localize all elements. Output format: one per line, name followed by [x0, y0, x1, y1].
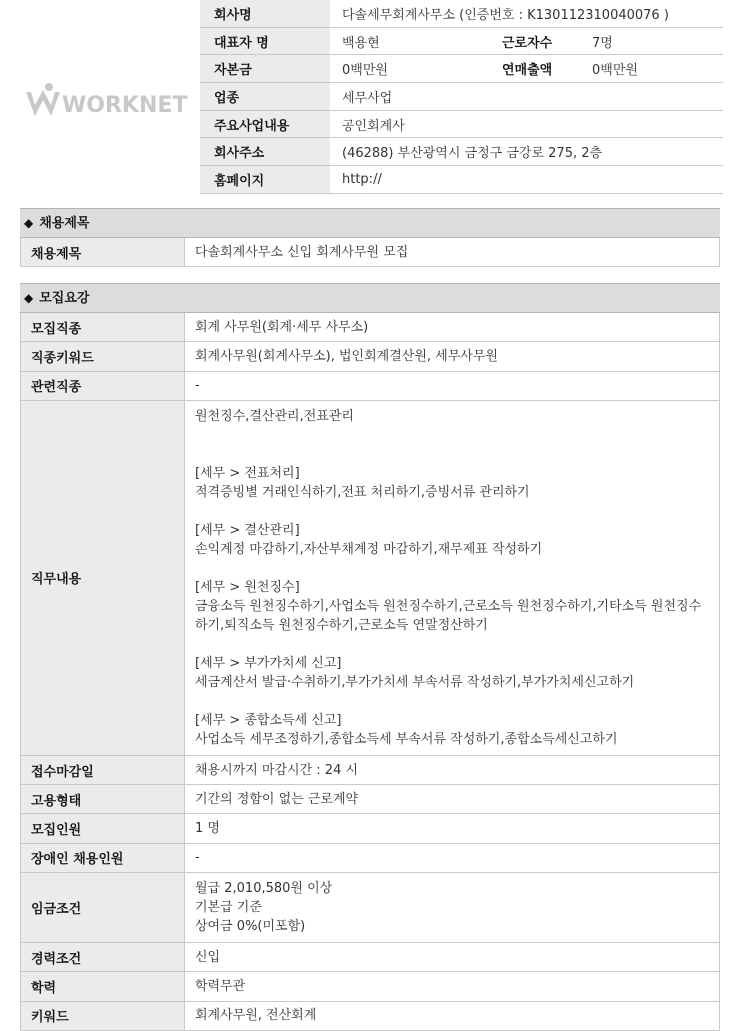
duty-body: 적격증빙별 거래인식하기,전표 처리하기,증빙서류 관리하기 — [195, 484, 530, 500]
career-label: 경력조건 — [21, 943, 185, 972]
related-job-label: 관련직종 — [21, 371, 185, 400]
career-value: 신입 — [185, 943, 720, 972]
duty-body: 세금계산서 발급·수취하기,부가가치세 부속서류 작성하기,부가가치세신고하기 — [195, 674, 635, 690]
ceo-value: 백용현 — [330, 27, 502, 55]
recruit-title-label: 채용제목 — [21, 238, 185, 267]
education-label: 학력 — [21, 972, 185, 1001]
capital-label: 자본금 — [200, 55, 330, 83]
worknet-logo — [22, 78, 188, 124]
related-job-value: - — [185, 371, 720, 400]
job-label: 모집직종 — [21, 313, 185, 342]
recruit-title-section — [20, 208, 720, 267]
recruit-title-value: 다솔회계사무소 신입 회계사무원 모집 — [185, 238, 720, 267]
business-value: 공인회계사 — [330, 110, 723, 138]
homepage-label: 홈페이지 — [200, 166, 330, 194]
diamond-icon: ◆ — [24, 291, 34, 305]
disabled-hire-value: - — [185, 843, 720, 872]
duty-title: [세무 > 원천징수] — [195, 579, 300, 595]
sales-value: 0백만원 — [580, 55, 723, 83]
recruit-requirements-section — [20, 283, 720, 1031]
capital-value: 0백만원 — [330, 55, 502, 83]
duty-title: [세무 > 전표처리] — [195, 465, 300, 481]
wage-content — [185, 873, 720, 943]
disabled-hire-label: 장애인 채용인원 — [21, 843, 185, 872]
education-value: 학력무관 — [185, 972, 720, 1001]
job-keyword-label: 직종키워드 — [21, 342, 185, 371]
recruit-title-table — [20, 238, 720, 267]
duty-body: 금융소득 원천징수하기,사업소득 원천징수하기,근로소득 원천징수하기,기타소득 원천징수하기,퇴직소득 원천징수하기,근로소득 연말정산하기 — [195, 598, 702, 633]
wage-label: 임금조건 — [21, 873, 185, 943]
wage-basis: 기본급 기준 — [195, 900, 262, 916]
duty-body: 손익계정 마감하기,자산부채계정 마감하기,재무제표 작성하기 — [195, 541, 543, 557]
duties-content — [185, 400, 720, 755]
recruit-requirements-table — [20, 313, 720, 1031]
job-keyword-value: 회계사무원(회계사무소), 법인회계결산원, 세무사무원 — [185, 342, 720, 371]
homepage-link[interactable]: http:// — [330, 166, 723, 194]
company-name-label: 회사명 — [200, 0, 330, 27]
wage-monthly: 월급 2,010,580원 이상 — [195, 881, 333, 897]
recruit-requirements-heading: ◆ 모집요강 — [20, 283, 720, 313]
keywords-value: 회계사무원, 전산회계 — [185, 1001, 720, 1030]
duties-label: 직무내용 — [21, 400, 185, 755]
duty-title: [세무 > 종합소득세 신고] — [195, 712, 342, 728]
address-value: (46288) 부산광역시 금정구 금강로 275, 2층 — [330, 138, 723, 166]
company-name-value: 다솔세무회계사무소 (인증번호 : K130112310040076 ) — [330, 0, 723, 27]
job-value: 회계 사무원(회계·세무 사무소) — [185, 313, 720, 342]
duty-title: [세무 > 부가가치세 신고] — [195, 655, 342, 671]
company-info-table — [200, 0, 723, 194]
industry-value: 세무사업 — [330, 83, 723, 111]
deadline-label: 접수마감일 — [21, 755, 185, 784]
address-label: 회사주소 — [200, 138, 330, 166]
headcount-value: 1 명 — [185, 814, 720, 843]
deadline-value: 채용시까지 마감시간 : 24 시 — [185, 755, 720, 784]
employment-type-value: 기간의 정함이 없는 근로계약 — [185, 785, 720, 814]
business-label: 주요사업내용 — [200, 110, 330, 138]
logo-text: WORKNET — [62, 93, 188, 118]
recruit-title-heading: ◆ 채용제목 — [20, 208, 720, 238]
duty-body: 사업소득 세무조정하기,종합소득세 부속서류 작성하기,종합소득세신고하기 — [195, 731, 618, 747]
employees-value: 7명 — [580, 27, 723, 55]
employment-type-label: 고용형태 — [21, 785, 185, 814]
keywords-label: 키워드 — [21, 1001, 185, 1030]
wage-bonus: 상여금 0%(미포함) — [195, 919, 306, 935]
diamond-icon: ◆ — [24, 216, 34, 230]
ceo-label: 대표자 명 — [200, 27, 330, 55]
sales-label: 연매출액 — [502, 55, 580, 83]
headcount-label: 모집인원 — [21, 814, 185, 843]
duty-title: [세무 > 결산관리] — [195, 522, 300, 538]
employees-label: 근로자수 — [502, 27, 580, 55]
duties-summary: 원천징수,결산관리,전표관리 — [195, 408, 354, 424]
industry-label: 업종 — [200, 83, 330, 111]
